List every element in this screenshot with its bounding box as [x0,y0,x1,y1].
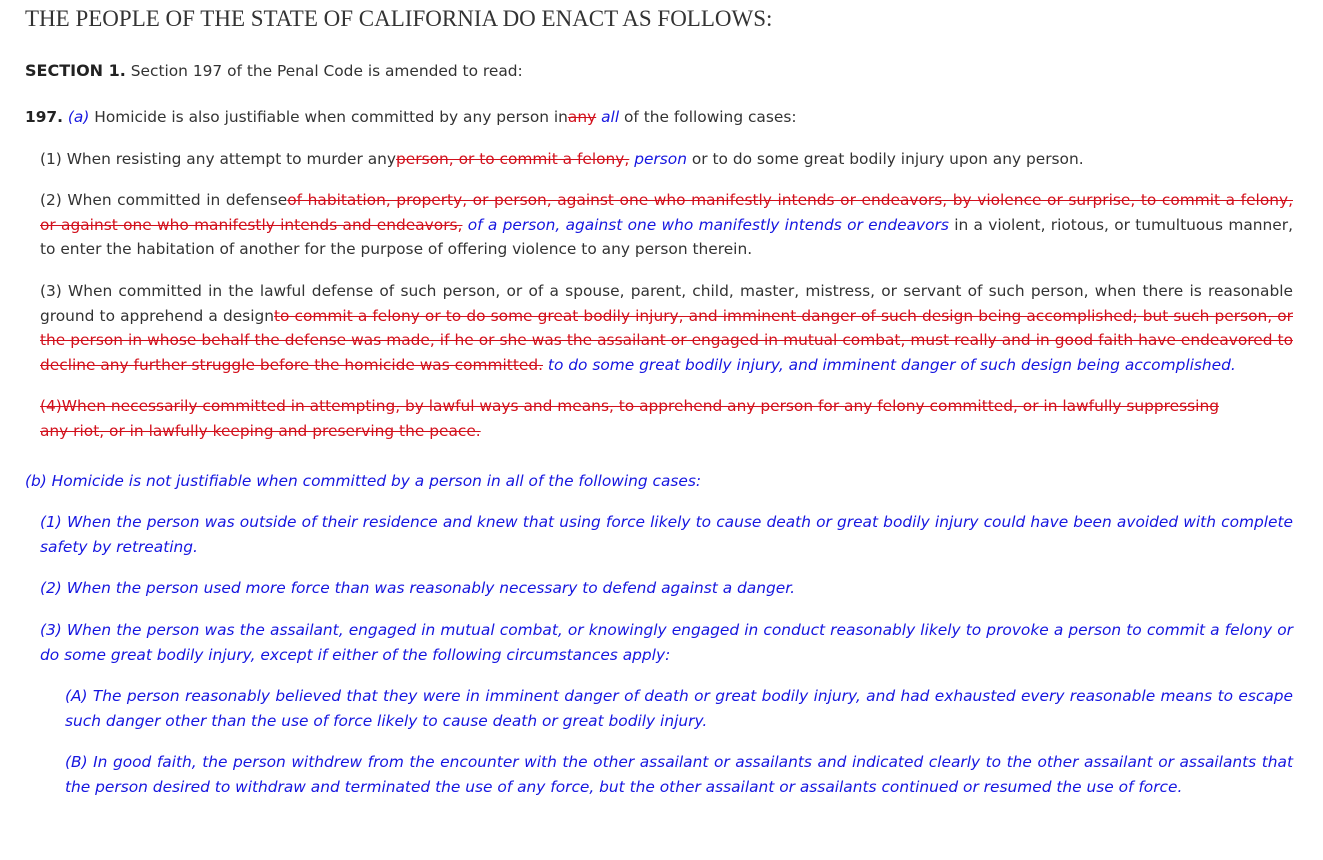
inserted-text: to do some great bodily injury, and imminent danger of such design being accomplished. [547,355,1236,374]
inserted-text: all [601,108,620,126]
paragraph-b3-A: (A) The person reasonably believed that they were in imminent danger of death or great bodily injury, and had exhausted every reasonable means to escape such danger other than the use of force likely to cause death or great bodily injury. [65,687,1293,730]
deleted-text: to commit a felony or to do some great bodily injury, and imminent danger of such design being accomplished; but such person, or the person in whose behalf the defense was made, if he or she was the assailant or engaged in mutual combat, must really and in good faith have endeavored to decline any further struggle before the homicide was committed. [40,306,1293,374]
paragraph-a2 [40,188,1293,262]
inserted-text: person [634,149,687,168]
deleted-text: (4)When necessarily committed in attempting, by lawful ways and means, to apprehend any person for any felony committed, or in lawfully suppressing any riot, or in lawfully keeping and preserving the peace. [40,397,1219,440]
deleted-text: of habitation, property, or person, against one who manifestly intends or endeavors, by violence or surprise, to commit a felony, or against one who manifestly intends and endeavors, [40,191,1293,234]
paragraph-b3: (3) When the person was the assailant, engaged in mutual combat, or knowingly engaged in conduct reasonably likely to provoke a person to commit a felony or do some great bodily injury, except if either of the following circumstances apply: [40,620,1293,664]
a2-text-1: (2) When committed in defense [40,191,288,210]
subdivision-a-intro [25,105,1293,130]
inserted-text: of a person, against one who manifestly intends or endeavors [467,215,949,234]
a1-text-1: (1) When resisting any attempt to murder any [40,149,397,168]
enacting-clause: THE PEOPLE OF THE STATE OF CALIFORNIA DO ENACT AS FOLLOWS: [25,6,773,31]
deleted-text: person, or to commit a felony, [396,149,630,168]
paragraph-b2: (2) When the person used more force than was reasonably necessary to defend against a danger. [40,579,796,598]
paragraph-a4-deleted [40,394,1293,443]
section-label: SECTION 1. [25,61,126,80]
section-1-header [25,59,1293,83]
a2-text-2: in a violent, riotous, or tumultuous manner, to enter the habitation of another for the purpose of offering violence to any person therein. [40,215,1293,259]
paragraph-b3-B: (B) In good faith, the person withdrew from the encounter with the other assailant or assailants and indicated clearly to the other assailant or assailants that the person desired to withdraw and terminated the use of any force, but the other assailant or assailants continued or resumed the use of force. [65,753,1293,796]
deleted-text: any [567,108,597,126]
subdivision-b-intro: (b) Homicide is not justifiable when committed by a person in all of the following cases: [25,471,702,490]
a3-text-1: (3) When committed in the lawful defense of such person, or of a spouse, parent, child, master, mistress, or servant of such person, when there is reasonable ground to apprehend a design [40,281,1293,325]
a-text-2: of the following cases: [624,108,797,126]
a-text-1: Homicide is also justifiable when committed by any person in [94,108,568,126]
paragraph-a1 [40,147,1293,172]
paragraph-a3 [40,279,1293,377]
section-number: 197. [25,108,63,126]
subdivision-a-label: (a) [67,108,90,126]
section-text: Section 197 of the Penal Code is amended to read: [130,62,523,80]
a1-text-2: or to do some great bodily injury upon any person. [691,149,1084,168]
paragraph-b1: (1) When the person was outside of their residence and knew that using force likely to cause death or great bodily injury could have been avoided with complete safety by retreating. [40,513,1293,556]
